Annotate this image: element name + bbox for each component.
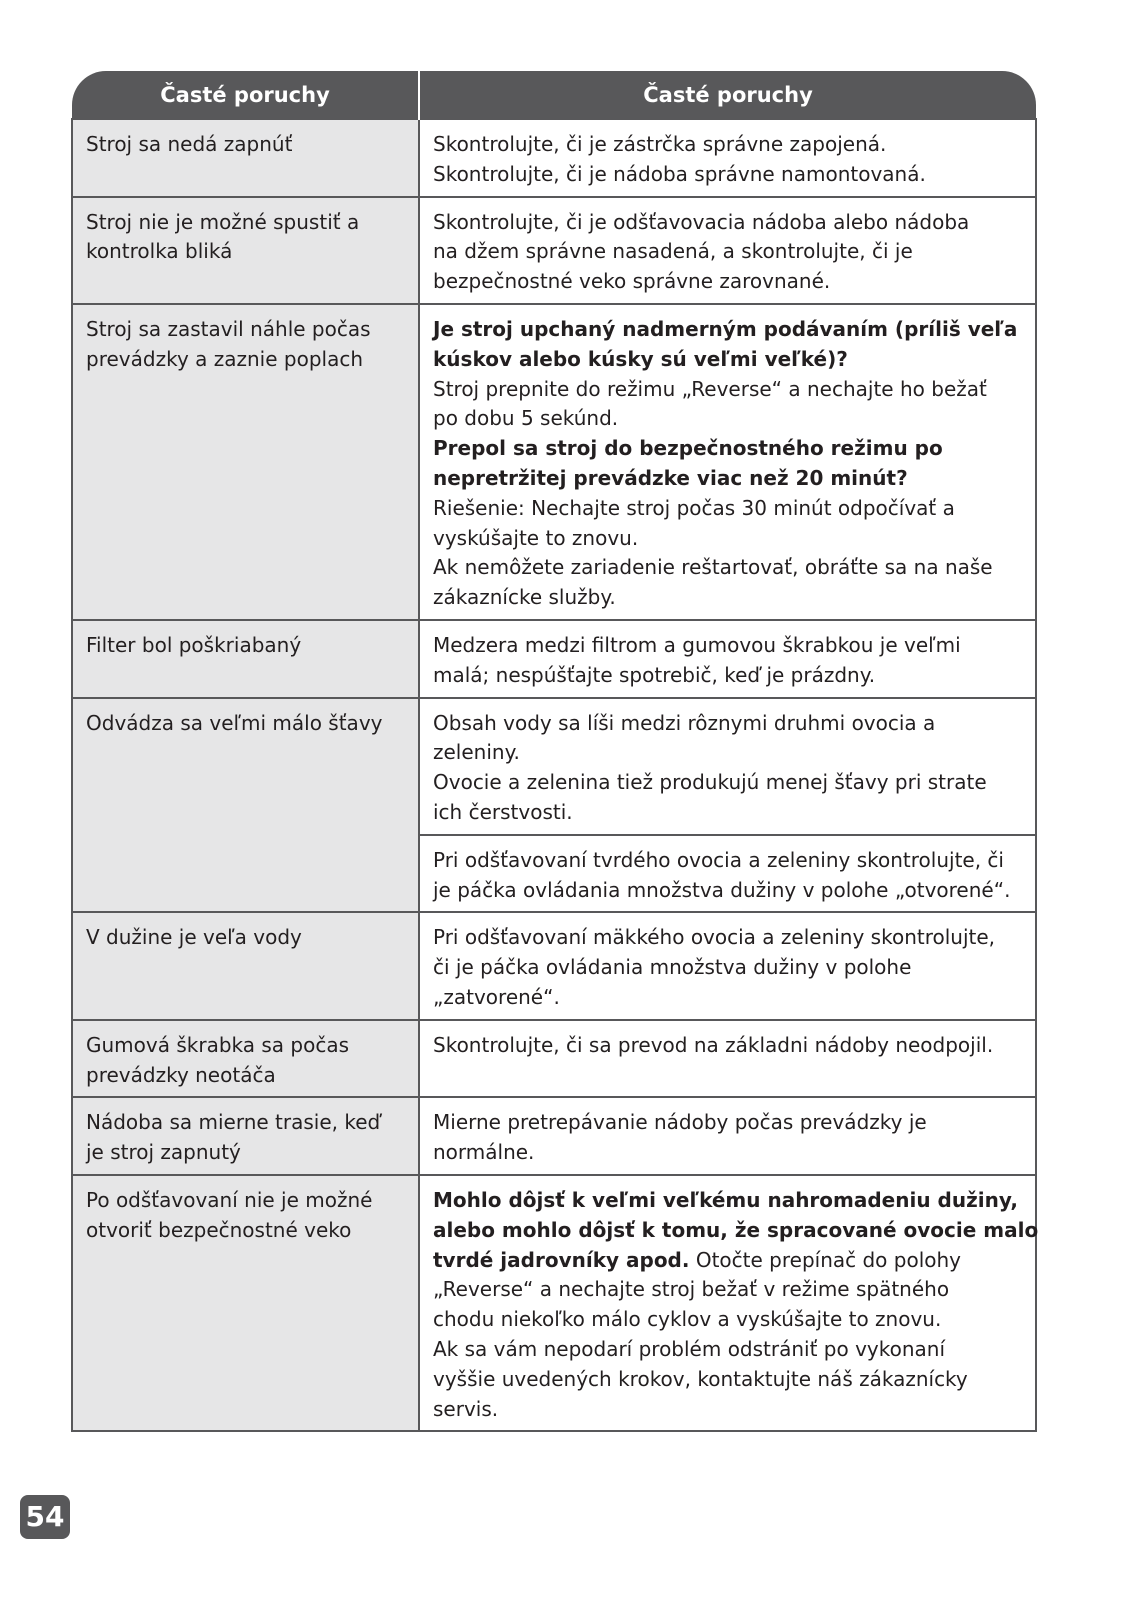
problem-text: prevádzky neotáča (86, 1062, 276, 1087)
header-problem: Časté poruchy (72, 71, 419, 119)
solution-text: Mierne pretrepávanie nádoby počas prevádzky je (433, 1110, 927, 1135)
solution-text: či je páčka ovládania množstva dužiny v polohe (433, 955, 912, 980)
solution-question: tvrdé jadrovníky apod. (433, 1247, 690, 1272)
table-row (72, 1097, 1036, 1175)
solution-text: vyššie uvedených krokov, kontaktujte náš zákaznícky (433, 1366, 968, 1391)
solution-text: po dobu 5 sekúnd. (433, 406, 619, 431)
solution-text: normálne. (433, 1140, 535, 1165)
problem-text: V dužine je veľa vody (86, 925, 302, 950)
solution-text: Skontrolujte, či je odšťavovacia nádoba alebo nádoba (433, 209, 970, 234)
header-solution: Časté poruchy (419, 71, 1036, 119)
problem-cell (72, 119, 419, 197)
solution-text: zeleniny. (433, 740, 520, 765)
solution-cell (419, 835, 1036, 913)
solution-text: servis. (433, 1396, 499, 1421)
solution-text: Skontrolujte, či je zástrčka správne zapojená. (433, 132, 887, 156)
problem-cell (72, 1020, 419, 1098)
solution-text: Skontrolujte, či sa prevod na základni nádoby neodpojil. (433, 1032, 994, 1057)
solution-text: Ak sa vám nepodarí problém odstrániť po vykonaní (433, 1336, 946, 1361)
solution-question: Je stroj upchaný nadmerným podávaním (príliš veľa (433, 316, 1018, 341)
problem-text: Odvádza sa veľmi málo šťavy (86, 710, 383, 735)
table-row (72, 304, 1036, 620)
solution-text: „zatvorené“. (433, 984, 560, 1009)
solution-cell (419, 912, 1036, 1019)
problem-text: Stroj sa zastavil náhle počas (86, 316, 371, 341)
solution-question: Prepol sa stroj do bezpečnostného režimu po (433, 436, 943, 461)
problem-text: otvoriť bezpečnostné veko (86, 1217, 352, 1242)
solution-text: Pri odšťavovaní mäkkého ovocia a zeleniny skontrolujte, (433, 925, 996, 950)
solution-question: kúskov alebo kúsky sú veľmi veľké)? (433, 346, 848, 371)
solution-text: vyskúšajte to znovu. (433, 525, 639, 550)
solution-text: Pri odšťavovaní tvrdého ovocia a zeleniny skontrolujte, či (433, 847, 1004, 872)
problem-text: Po odšťavovaní nie je možné (86, 1187, 373, 1212)
solution-text: na džem správne nasadená, a skontrolujte, či je (433, 239, 913, 264)
problem-text: je stroj zapnutý (86, 1140, 241, 1165)
problem-text: Nádoba sa mierne trasie, keď (86, 1110, 381, 1135)
table-row (72, 119, 1036, 197)
solution-question: alebo mohlo dôjsť k tomu, že spracované ovocie malo (433, 1217, 1039, 1242)
solution-text: Stroj prepnite do režimu „Reverse“ a nechajte ho bežať (433, 376, 987, 401)
problem-text: Stroj nie je možné spustiť a (86, 209, 360, 234)
problem-cell (72, 912, 419, 1019)
header-row (72, 71, 1036, 119)
solution-question: Mohlo dôjsť k veľmi veľkému nahromadeniu dužiny, (433, 1187, 1018, 1212)
table-row (72, 912, 1036, 1019)
solution-text: Ak nemôžete zariadenie reštartovať, obráťte sa na naše (433, 555, 993, 580)
problem-cell (72, 1175, 419, 1431)
solution-cell (419, 197, 1036, 304)
solution-text: Obsah vody sa líši medzi rôznymi druhmi ovocia a (433, 710, 936, 735)
solution-text: Medzera medzi filtrom a gumovou škrabkou je veľmi (433, 632, 961, 657)
table-row (72, 1175, 1036, 1431)
table-row (72, 197, 1036, 304)
problem-cell (72, 1097, 419, 1175)
problem-text: Filter bol poškriabaný (86, 632, 302, 657)
problem-text: Stroj sa nedá zapnúť (86, 132, 293, 156)
problem-cell (72, 197, 419, 304)
table-row (72, 1020, 1036, 1098)
solution-cell (419, 1020, 1036, 1098)
solution-text: Riešenie: Nechajte stroj počas 30 minút odpočívať a (433, 495, 955, 520)
solution-text: Otočte prepínač do polohy (689, 1247, 962, 1272)
solution-line (433, 1246, 1023, 1276)
solution-cell (419, 304, 1036, 620)
solution-text: bezpečnostné veko správne zarovnané. (433, 269, 831, 294)
solution-text: Skontrolujte, či je nádoba správne namontovaná. (433, 161, 926, 186)
problem-cell (72, 698, 419, 913)
troubleshooting-table (71, 71, 1037, 1432)
solution-question: nepretržitej prevádzke viac než 20 minút? (433, 465, 908, 490)
solution-cell (419, 1175, 1039, 1431)
solution-cell (419, 1097, 1036, 1175)
problem-cell (72, 620, 419, 698)
solution-text: Ovocie a zelenina tiež produkujú menej šťavy pri strate (433, 770, 987, 795)
solution-cell (419, 698, 1036, 835)
solution-text: malá; nespúšťajte spotrebič, keď je prázdny. (433, 662, 876, 687)
table-row (72, 698, 1036, 835)
solution-text: „Reverse“ a nechajte stroj bežať v režime spätného (433, 1277, 950, 1302)
table-row (72, 620, 1036, 698)
solution-text: zákaznícke služby. (433, 585, 616, 610)
page-number: 54 (20, 1495, 70, 1539)
solution-text: ich čerstvosti. (433, 799, 573, 824)
solution-text: je páčka ovládania množstva dužiny v polohe „otvorené“. (433, 877, 1011, 902)
troubleshooting-table-container (71, 71, 1039, 1432)
solution-text: chodu niekoľko málo cyklov a vyskúšajte to znovu. (433, 1307, 942, 1332)
problem-cell (72, 304, 419, 620)
solution-cell (419, 119, 1036, 197)
solution-cell (419, 620, 1036, 698)
problem-text: prevádzky a zaznie poplach (86, 346, 364, 371)
problem-text: Gumová škrabka sa počas (86, 1032, 349, 1057)
problem-text: kontrolka bliká (86, 239, 233, 264)
